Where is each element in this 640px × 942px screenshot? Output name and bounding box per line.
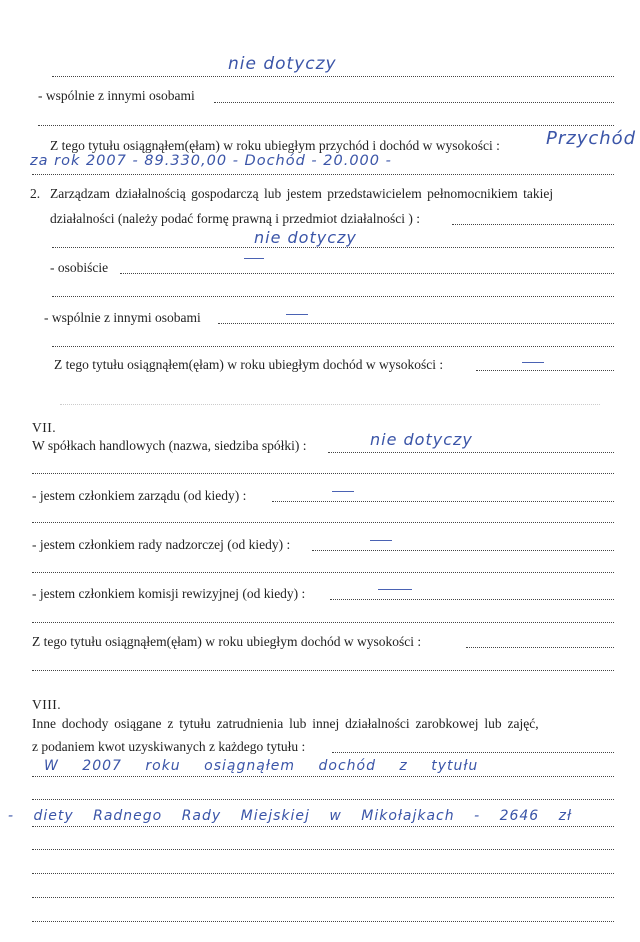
income-label: Z tego tytułu osiągnąłem(ęłam) w roku ubiegłym dochód w wysokości : [54, 357, 444, 372]
income-label: Z tego tytułu osiągnąłem(ęłam) w roku ubiegłym dochód w wysokości : [32, 634, 422, 649]
jointly-label: - wspólnie z innymi osobami [44, 310, 201, 325]
answer-line [52, 247, 614, 248]
answer-line [312, 550, 614, 551]
handwritten-not-applicable: nie dotyczy [254, 228, 357, 247]
supervisory-board-label: - jestem członkiem rady nadzorczej (od kiedy) : [32, 537, 291, 552]
handwritten-revenue: Przychód [546, 128, 637, 149]
other-income-line2: z podaniem kwot uzyskiwanych z każdego tytułu : [32, 739, 306, 754]
handwritten-dash [378, 589, 412, 590]
handwritten-dash [522, 362, 544, 363]
answer-line [476, 370, 614, 371]
handwritten-other-income-line1: W 2007 roku osiągnąłem dochód z tytułu [44, 758, 479, 774]
answer-line [32, 622, 614, 623]
handwritten-other-income-line2: - diety Radnego Rady Miejskiej w Mikołajkach - 2646 zł [8, 808, 573, 824]
item2-text-line1: Zarządzam działalnością gospodarczą lub jestem przedstawicielem pełnomocnikiem takiej [50, 186, 554, 201]
handwritten-dash [332, 491, 354, 492]
answer-line [32, 572, 614, 573]
answer-line [328, 452, 614, 453]
answer-line [332, 752, 614, 753]
audit-committee-label: - jestem członkiem komisji rewizyjnej (od kiedy) : [32, 586, 306, 601]
handwritten-dash [370, 540, 392, 541]
personally-label: - osobiście [50, 260, 109, 275]
answer-line [38, 125, 614, 126]
item-number: 2. [30, 186, 41, 201]
item2-text-line2: działalności (należy podać formę prawną i przedmiot działalności ) : [50, 211, 420, 226]
answer-line [32, 873, 614, 874]
faint-bleedthrough-line [60, 404, 600, 405]
answer-line [32, 826, 614, 827]
answer-line [52, 346, 614, 347]
answer-line [32, 670, 614, 671]
board-member-label: - jestem członkiem zarządu (od kiedy) : [32, 488, 247, 503]
jointly-label: - wspólnie z innymi osobami [38, 88, 195, 103]
answer-line [272, 501, 614, 502]
answer-line [32, 174, 614, 175]
handwritten-not-applicable: nie dotyczy [370, 430, 473, 449]
answer-line [452, 224, 614, 225]
answer-line [32, 897, 614, 898]
answer-line [52, 76, 614, 77]
handwritten-dash [286, 314, 308, 315]
answer-line [52, 296, 614, 297]
answer-line [32, 799, 614, 800]
section-title-vii: VII. [32, 420, 57, 435]
section-title-viii: VIII. [32, 697, 62, 712]
answer-line [32, 921, 614, 922]
answer-line [466, 647, 614, 648]
handwritten-dash [244, 258, 264, 259]
answer-line [32, 473, 614, 474]
companies-label: W spółkach handlowych (nazwa, siedziba spółki) : [32, 438, 307, 453]
answer-line [32, 849, 614, 850]
handwritten-amounts: za rok 2007 - 89.330,00 - Dochód - 20.000 - [30, 153, 392, 169]
income-label: Z tego tytułu osiągnąłem(ęłam) w roku ubiegłym przychód i dochód w wysokości : [50, 138, 500, 153]
handwritten-not-applicable: nie dotyczy [228, 54, 337, 74]
answer-line [120, 273, 614, 274]
answer-line [32, 776, 614, 777]
answer-line [32, 522, 614, 523]
other-income-line1: Inne dochody osiągane z tytułu zatrudnienia lub innej działalności zarobkowej lub zajęć, [32, 716, 539, 731]
answer-line [214, 102, 614, 103]
answer-line [330, 599, 614, 600]
answer-line [218, 323, 614, 324]
